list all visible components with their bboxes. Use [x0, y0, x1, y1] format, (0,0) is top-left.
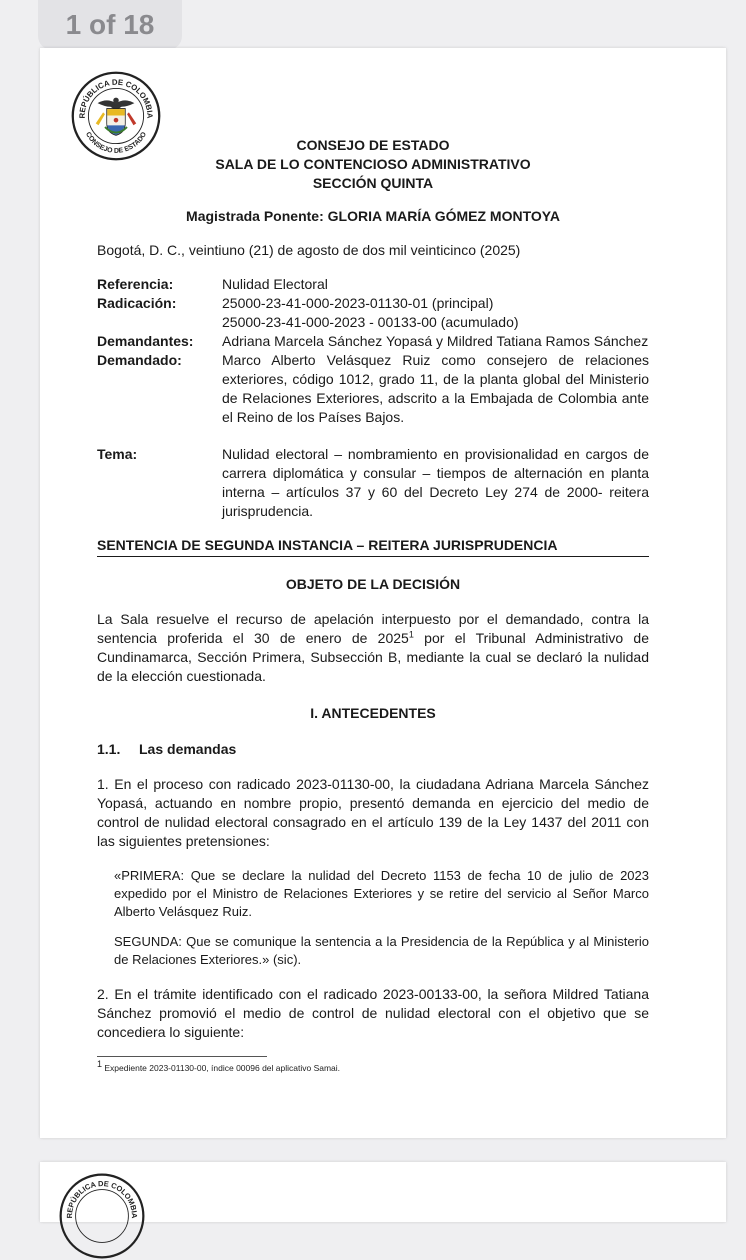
objeto-text-after: por el Tribunal Administrativo de Cundinamarca, Sección Primera, Subsección B, mediante la cual se declaró la nulidad de la elección cuestionada. — [97, 630, 649, 684]
demandantes-label: Demandantes: — [97, 333, 194, 349]
objeto-text-before: La Sala resuelve el recurso de apelación interpuesto por el demandado, contra la sentencia proferida el 30 de enero de 2025 — [97, 611, 649, 646]
ponente-label: Magistrada Ponente: — [186, 208, 324, 224]
subsection-number: 1.1. — [97, 741, 121, 757]
radicacion-principal: 25000-23-41-000-2023-01130-01 (principal) — [222, 295, 494, 311]
tema-value: Nulidad electoral – nombramiento en provisionalidad en cargos de carrera diplomática y consular – tiempos de alternación en planta interna – artículos 37 y 60 del Decreto Ley 274 de 2000- reitera jurisprudencia. — [222, 446, 649, 519]
radicacion-value — [222, 294, 649, 332]
antecedentes-paragraph-2: 2. En el trámite identificado con el radicado 2023-00133-00, la señora Mildred Tatiana Sánchez promovió el medio de control de nulidad electoral con el objetivo que se concediera lo siguiente: — [97, 986, 649, 1040]
court-header — [97, 136, 649, 193]
footnote-number: 1 — [97, 1059, 103, 1070]
document-date: Bogotá, D. C., veintiuno (21) de agosto de dos mil veinticinco (2025) — [97, 242, 521, 258]
ponente-line — [97, 207, 649, 226]
header-line-3: SECCIÓN QUINTA — [312, 175, 434, 191]
objeto-title: OBJETO DE LA DECISIÓN — [285, 576, 461, 592]
quote-primera: «PRIMERA: Que se declare la nulidad del Decreto 1153 de fecha 10 de julio de 2023 expedido por el Ministro de Relaciones Exteriores y se retire del servicio al Señor Marco Alberto Velásquez Ruiz. — [114, 868, 649, 919]
seal-bottom-text: CONSEJO DE ESTADO — [84, 131, 148, 155]
demandado-value: Marco Alberto Velásquez Ruiz como consejero de relaciones exteriores, código 1012, grado 11, de la planta global del Ministerio de Relaciones Exteriores, adscrito a la Embajada de Colombia ante el Reino de los Países Bajos. — [222, 352, 649, 425]
radicacion-label: Radicación: — [97, 295, 177, 311]
quote-segunda: SEGUNDA: Que se comunique la sentencia a la Presidencia de la República y al Ministerio de Relaciones Exteriores.» (sic). — [114, 934, 649, 967]
referencia-value: Nulidad Electoral — [222, 276, 328, 292]
objeto-paragraph — [97, 610, 649, 686]
antecedentes-title: I. ANTECEDENTES — [310, 705, 436, 721]
seal-next-top-text: REPÚBLICA DE COLOMBIA — [65, 1179, 139, 1219]
subsection-title: Las demandas — [139, 741, 237, 757]
next-document-page — [40, 1162, 726, 1222]
ponente-name: GLORIA MARÍA GÓMEZ MONTOYA — [327, 208, 560, 224]
footnote-text: Expediente 2023-01130-00, índice 00096 del aplicativo Samai. — [102, 1063, 341, 1073]
footnote-ref: 1 — [408, 629, 414, 640]
meta-row-demandado — [97, 351, 649, 427]
radicacion-acumulado: 25000-23-41-000-2023 - 00133-00 (acumulado) — [222, 314, 519, 330]
meta-row-referencia — [97, 275, 649, 294]
case-metadata — [97, 275, 649, 521]
page-indicator: 1 of 18 — [38, 0, 182, 50]
footnote — [97, 1059, 341, 1073]
document-content — [97, 136, 649, 1042]
header-line-1: CONSEJO DE ESTADO — [296, 137, 450, 153]
meta-row-demandantes — [97, 332, 649, 351]
footnote-divider — [97, 1056, 267, 1057]
demandado-label: Demandado: — [97, 352, 182, 368]
header-line-2: SALA DE LO CONTENCIOSO ADMINISTRATIVO — [215, 156, 531, 172]
sentencia-title: SENTENCIA DE SEGUNDA INSTANCIA – REITERA JURISPRUDENCIA — [97, 536, 649, 557]
antecedentes-paragraph-1: 1. En el proceso con radicado 2023-01130-00, la ciudadana Adriana Marcela Sánchez Yopasá, actuando en nombre propio, presentó demanda en ejercicio del medio de control de nulidad electoral consagrado en el artículo 139 de la Ley 1437 del 2011 con las siguientes pretensiones: — [97, 776, 649, 849]
meta-row-tema — [97, 445, 649, 521]
tema-label: Tema: — [97, 446, 138, 462]
demandantes-value: Adriana Marcela Sánchez Yopasá y Mildred Tatiana Ramos Sánchez — [222, 333, 649, 349]
seal-top-text: REPÚBLICA DE COLOMBIA — [77, 77, 155, 119]
coat-of-arms-seal-next — [58, 1172, 146, 1260]
subsection-heading — [97, 740, 649, 759]
referencia-label: Referencia: — [97, 276, 174, 292]
document-page — [40, 48, 726, 1138]
meta-row-radicacion — [97, 294, 649, 332]
